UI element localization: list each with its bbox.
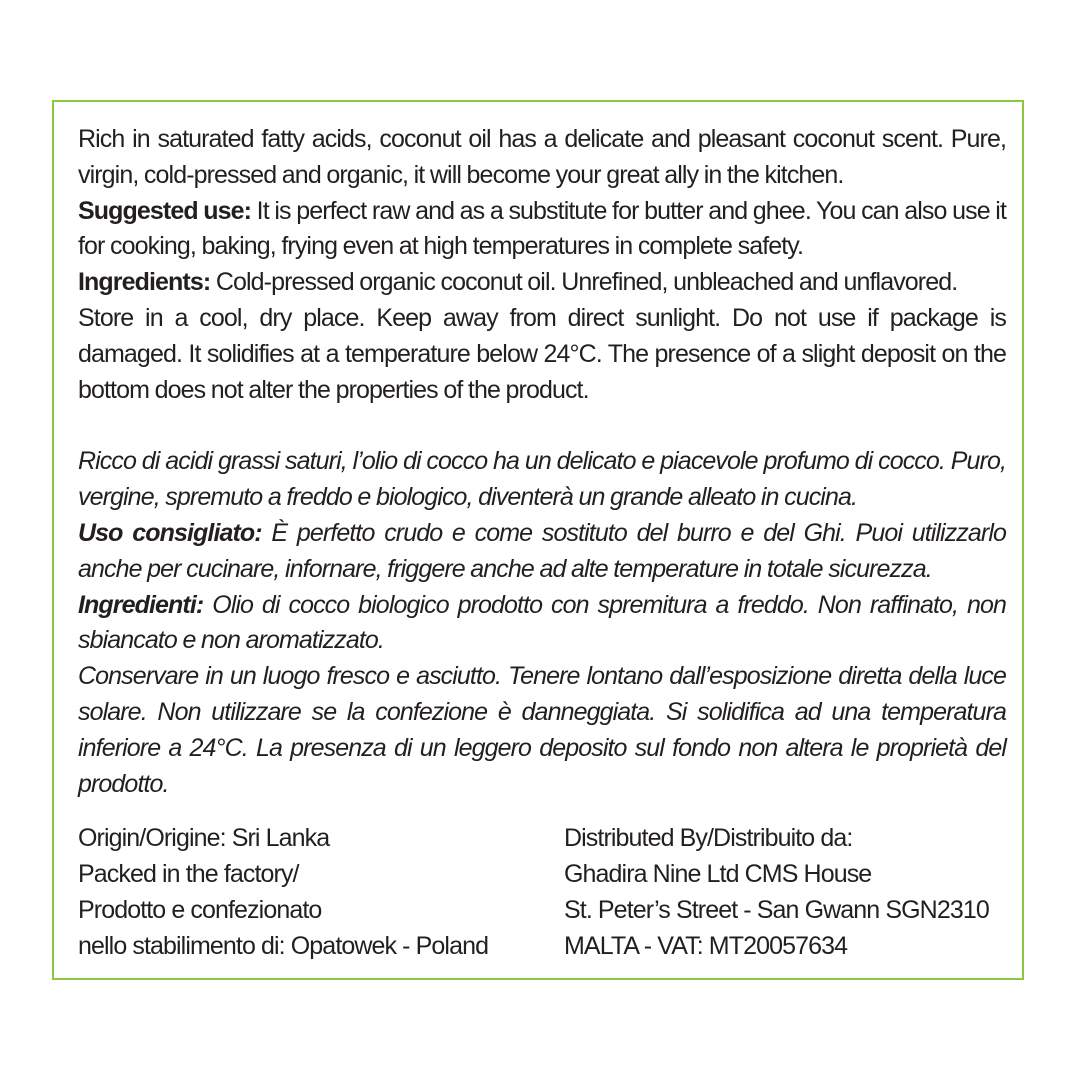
italian-ingredients-label: Ingredienti:: [78, 590, 204, 619]
distributor-country-vat: MALTA - VAT: MT20057634: [564, 932, 848, 960]
english-ingredients-text: Cold-pressed organic coconut oil. Unrefined, unbleached and unflavored.: [210, 268, 958, 297]
distributor-street: St. Peter’s Street - San Gwann SGN2310: [564, 896, 989, 924]
section-gap: [78, 408, 1006, 444]
english-ingredients-label: Ingredients:: [78, 268, 211, 297]
italian-storage: Conservare in un luogo fresco e asciutto. Tenere lontano dall’esposizione diretta della luce solare. Non utilizzare se la confezione è danneggiata. Si solidifica ad una temperatura inferiore a 24°C. La presenza di un leggero deposito sul fondo non altera le proprietà del prodotto.: [78, 662, 1006, 798]
english-suggested-use-label: Suggested use:: [78, 196, 252, 225]
italian-description: [78, 444, 1006, 802]
packed-line-3: nello stabilimento di: Opatowek - Poland: [78, 932, 489, 960]
origin-column: [78, 820, 488, 964]
distributor-column: [564, 820, 989, 964]
italian-suggested-use-text: È perfetto crudo e come sostituto del burro e del Ghi. Puoi utilizzarlo anche per cucinare, infornare, friggere anche ad alte temperature in totale sicurezza.: [78, 518, 1006, 583]
english-description: [78, 122, 1006, 408]
packed-line-1: Packed in the factory/: [78, 860, 299, 888]
english-intro: Rich in saturated fatty acids, coconut oil has a delicate and pleasant coconut scent. Pure, virgin, cold-pressed and organic, it will become your great ally in the kitchen.: [78, 125, 1006, 189]
english-suggested-use-text: It is perfect raw and as a substitute for butter and ghee. You can also use it for cooking, baking, frying even at high temperatures in complete safety.: [78, 196, 1006, 261]
origin-line: Origin/Origine: Sri Lanka: [78, 824, 330, 852]
italian-ingredients-text: Olio di cocco biologico prodotto con spremitura a freddo. Non raffinato, non sbiancato e non aromatizzato.: [78, 590, 1006, 655]
packed-line-2: Prodotto e confezionato: [78, 896, 322, 924]
italian-suggested-use-label: Uso consigliato:: [78, 518, 262, 547]
distributed-label: Distributed By/Distribuito da:: [564, 824, 853, 852]
english-storage: Store in a cool, dry place. Keep away from direct sunlight. Do not use if package is damaged. It solidifies at a temperature below 24°C. The presence of a slight deposit on the bottom does not alter the properties of the product.: [78, 303, 1006, 404]
italian-intro: Ricco di acidi grassi saturi, l’olio di cocco ha un delicato e piacevole profumo di cocco. Puro, vergine, spremuto a freddo e biologico, diventerà un grande alleato in cucina.: [78, 447, 1006, 512]
distributor-name: Ghadira Nine Ltd CMS House: [564, 860, 872, 888]
label-text-block: [78, 122, 1006, 802]
